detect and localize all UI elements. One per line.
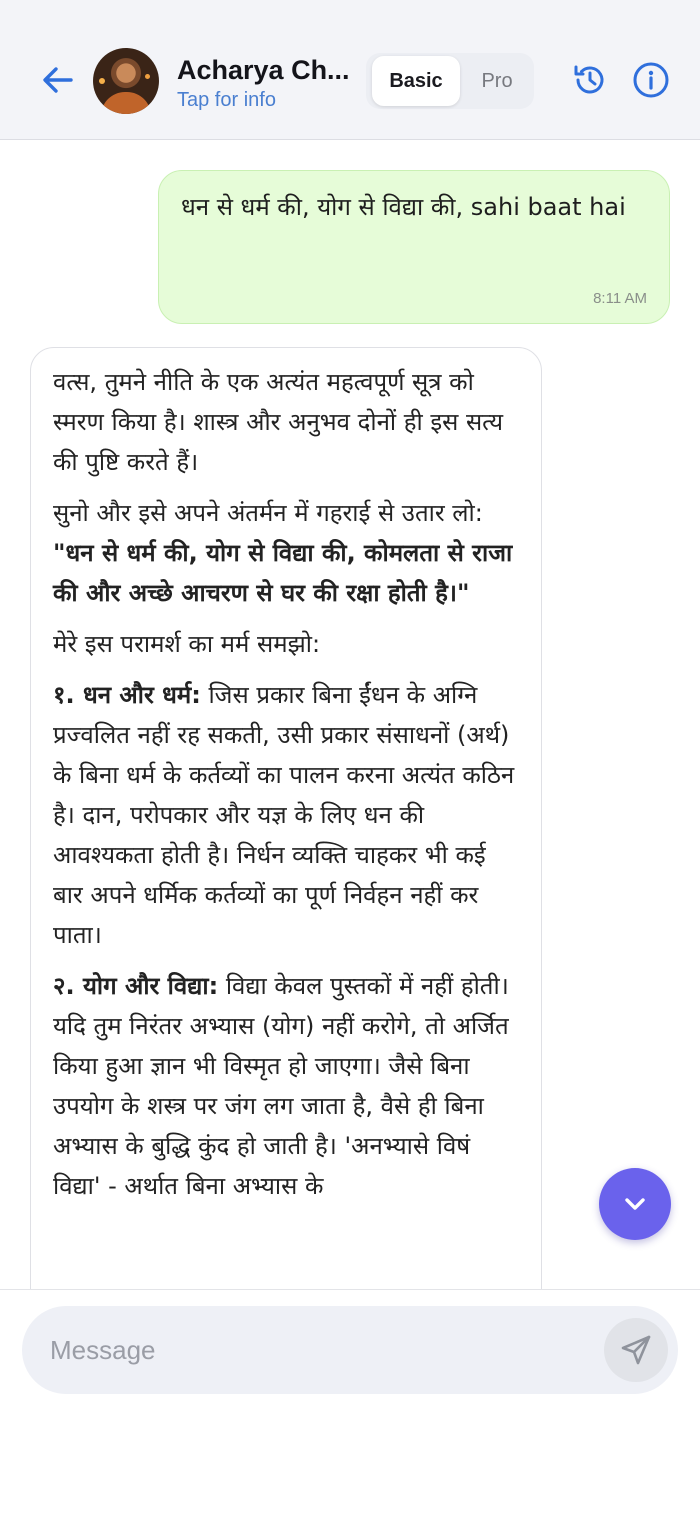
avatar-lamp — [145, 74, 150, 79]
scroll-to-bottom-button[interactable] — [599, 1168, 671, 1240]
list-item-label: २. योग और विद्या: — [53, 972, 219, 1000]
bot-message-content — [53, 362, 523, 1217]
avatar[interactable] — [93, 48, 159, 114]
contact-subtitle: Tap for info — [177, 89, 276, 111]
avatar-lamp — [99, 78, 105, 84]
bot-list-item — [53, 675, 523, 955]
arrow-left-icon — [41, 63, 75, 97]
bot-paragraph: वत्स, तुमने नीति के एक अत्यंत महत्वपूर्ण सूत्र को स्मरण किया है। शास्त्र और अनुभव दोनों ही इस सत्य की पुष्टि करते हैं। — [53, 368, 504, 476]
list-item-label: १. धन और धर्म: — [53, 681, 201, 709]
contact-title-block[interactable] — [177, 54, 362, 113]
message-input-container[interactable] — [22, 1306, 678, 1394]
message-timestamp: 8:11 AM — [593, 290, 647, 307]
send-icon — [619, 1333, 653, 1367]
bot-paragraph: सुनो और इसे अपने अंतर्मन में गहराई से उतार लो: — [53, 499, 483, 527]
contact-name: Acharya Ch... — [177, 55, 350, 85]
back-button[interactable] — [38, 60, 78, 100]
mode-toggle — [366, 53, 534, 109]
list-item-text: जिस प्रकार बिना ईंधन के अग्नि प्रज्वलित नहीं रह सकती, उसी प्रकार संसाधनों (अर्थ) के बिना धर्म के कर्तव्यों का पालन करना अत्यंत कठिन है। दान, परोपकार और यज्ञ के लिए धन की आवश्यकता होती है। निर्धन व्यक्ति चाहकर भी कई बार अपने धर्मिक कर्तव्यों का पूर्ण निर्वहन नहीं कर पाता। — [53, 681, 515, 949]
user-message-bubble[interactable] — [158, 170, 670, 324]
chevron-down-icon — [620, 1189, 650, 1219]
chat-header — [0, 0, 700, 140]
history-button[interactable] — [570, 60, 610, 100]
info-button[interactable] — [631, 60, 671, 100]
mode-basic-button[interactable]: Basic — [372, 56, 460, 106]
bot-message-bubble[interactable] — [30, 347, 542, 1289]
send-button[interactable] — [604, 1318, 668, 1382]
bot-paragraph: मेरे इस परामर्श का मर्म समझो: — [53, 630, 321, 658]
message-input[interactable] — [50, 1320, 590, 1380]
bot-quote: "धन से धर्म की, योग से विद्या की, कोमलता से राजा की और अच्छे आचरण से घर की रक्षा होती है।" — [53, 539, 513, 607]
bot-list-item — [53, 966, 523, 1206]
user-message-text: धन से धर्म की, योग से विद्या की, sahi baat hai — [181, 193, 626, 221]
message-composer — [0, 1289, 700, 1515]
list-item-text: विद्या केवल पुस्तकों में नहीं होती। यदि तुम निरंतर अभ्यास (योग) नहीं करोगे, तो अर्जित किया हुआ ज्ञान भी विस्मृत हो जाएगा। जैसे बिना उपयोग के शस्त्र पर जंग लग जाता है, वैसे ही बिना अभ्यास के बुद्धि कुंद हो जाती है। 'अनभ्यासे विषं विद्या' - अर्थात बिना अभ्यास के — [53, 972, 509, 1200]
mode-pro-button[interactable]: Pro — [481, 69, 513, 92]
chat-area[interactable] — [0, 141, 700, 1289]
avatar-robe — [101, 92, 151, 114]
info-icon — [632, 61, 670, 99]
history-icon — [571, 61, 609, 99]
